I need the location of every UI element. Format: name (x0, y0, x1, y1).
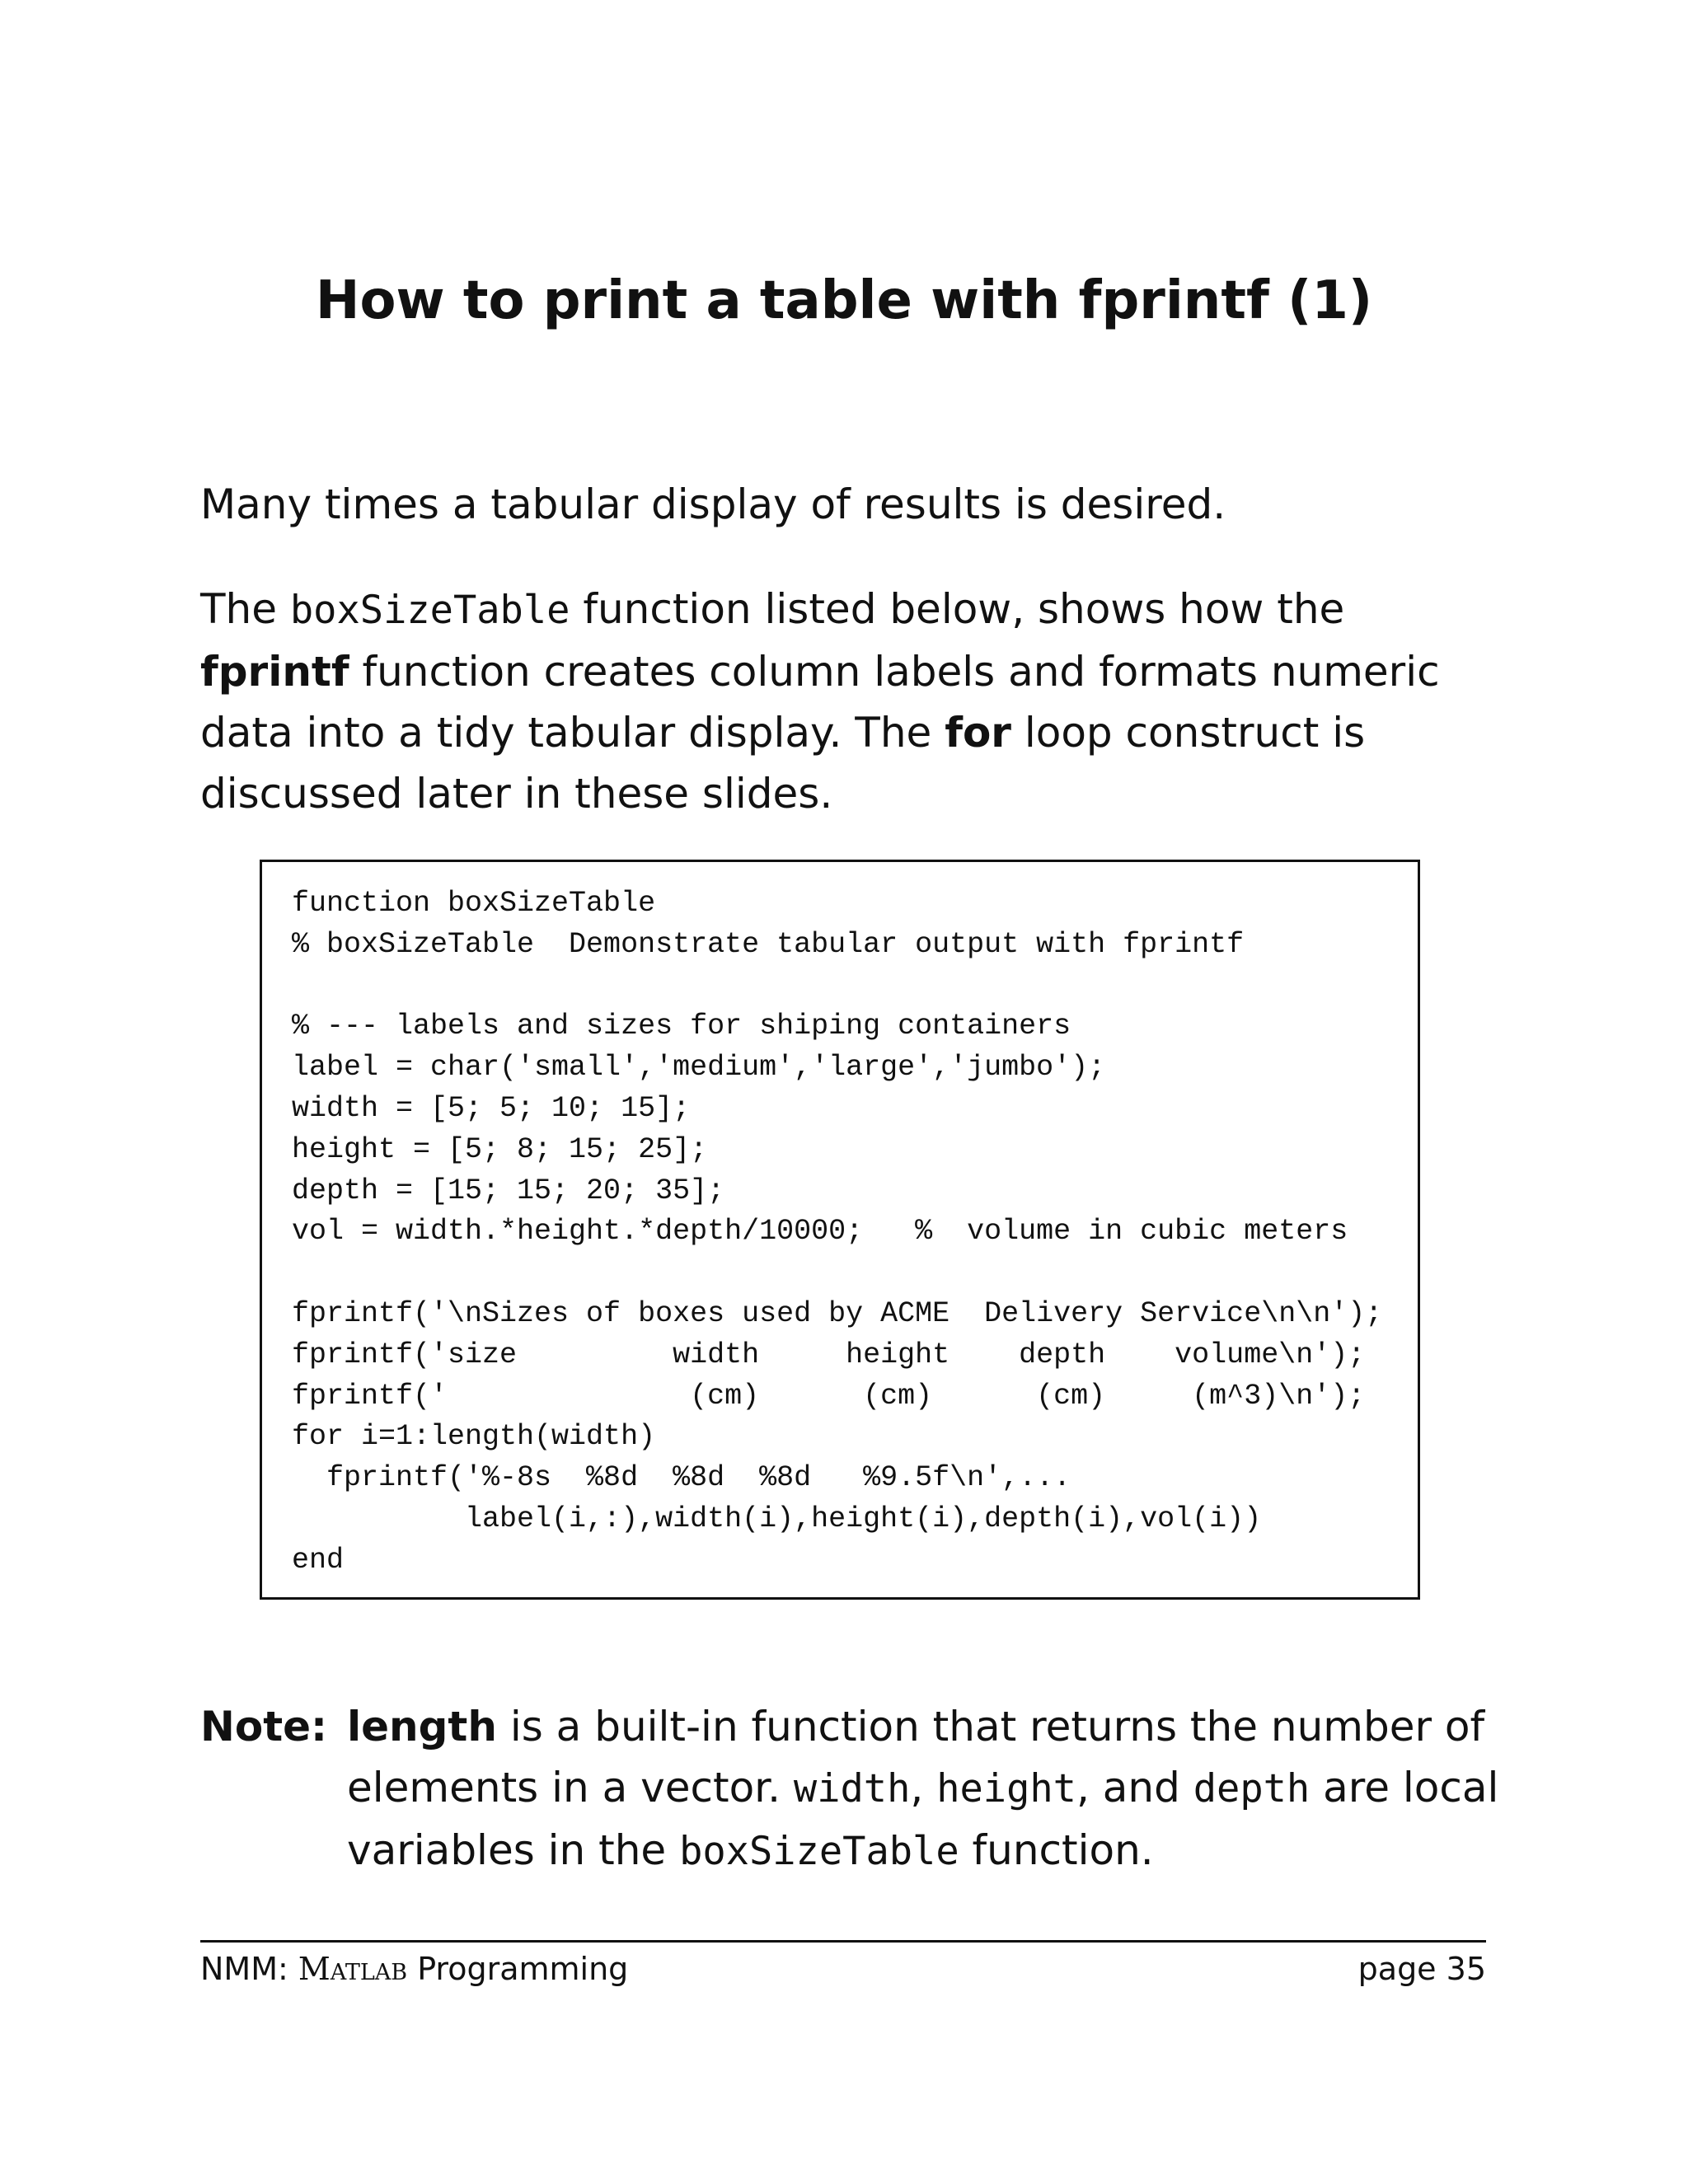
inline-code: height (936, 1766, 1076, 1811)
code-line: % boxSizeTable Demonstrate tabular output with fprintf (292, 927, 1245, 961)
code-listing (292, 883, 1418, 1582)
page-title: How to print a table with fprintf (1) (315, 270, 1373, 331)
bold-term: length (347, 1703, 497, 1750)
bold-term: fprintf (200, 648, 349, 696)
code-line: height = [5; 8; 15; 25]; (292, 1132, 708, 1166)
code-line: fprintf('%-8s %8d %8d %8d %9.5f\n',... (292, 1461, 1071, 1495)
footer-prefix: NMM: (200, 1951, 298, 1987)
code-line: fprintf('size width height depth volume\n'); (292, 1338, 1366, 1371)
code-line: fprintf('\nSizes of boxes used by ACME Delivery Service\n\n'); (292, 1296, 1383, 1330)
intro-paragraph: Many times a tabular display of results is desired. (200, 480, 1226, 528)
footer-matlab: Matlab (298, 1951, 408, 1987)
text-segment: , (910, 1764, 937, 1811)
code-line: fprintf(' (cm) (cm) (cm) (m^3)\n'); (292, 1379, 1366, 1413)
code-line: width = [5; 5; 10; 15]; (292, 1091, 691, 1125)
code-line: for i=1:length(width) (292, 1420, 656, 1454)
inline-code: boxSizeTable (679, 1829, 959, 1874)
text-segment: The (200, 585, 290, 633)
footer-divider (200, 1940, 1486, 1943)
description-paragraph (200, 579, 1503, 824)
code-line: label = char('small','medium','large','jumbo'); (292, 1051, 1106, 1085)
text-segment: function creates column labels and formats numeric data into a tidy tabular display. The (200, 648, 1440, 757)
inline-code: width (793, 1766, 911, 1811)
code-listing-box (260, 860, 1420, 1600)
inline-code: boxSizeTable (289, 588, 570, 633)
code-line: depth = [15; 15; 20; 35]; (292, 1174, 725, 1207)
text-segment: is a built-in function that returns the number of elements in a vector. (347, 1703, 1485, 1811)
text-segment: , and (1076, 1764, 1193, 1811)
code-line: % --- labels and sizes for shiping containers (292, 1010, 1071, 1043)
footer-left (200, 1947, 628, 1991)
text-segment: loop construct is discussed later in these slides. (200, 709, 1366, 818)
text-segment: function listed below, shows how the (570, 585, 1345, 633)
page-number: page 35 (1357, 1951, 1486, 1987)
code-line: end (292, 1543, 345, 1577)
text-segment: are local variables in the (347, 1764, 1499, 1874)
footer-suffix: Programming (407, 1951, 629, 1987)
note-label: Note: (200, 1703, 328, 1750)
note-body (347, 1696, 1517, 1882)
bold-term: for (945, 709, 1011, 757)
code-line: function boxSizeTable (292, 887, 656, 920)
code-line: label(i,:),width(i),height(i),depth(i),vol(i)) (292, 1502, 1262, 1535)
code-line: vol = width.*height.*depth/10000; % volume in cubic meters (292, 1215, 1348, 1249)
text-segment: function. (959, 1826, 1154, 1874)
inline-code: depth (1193, 1766, 1311, 1811)
